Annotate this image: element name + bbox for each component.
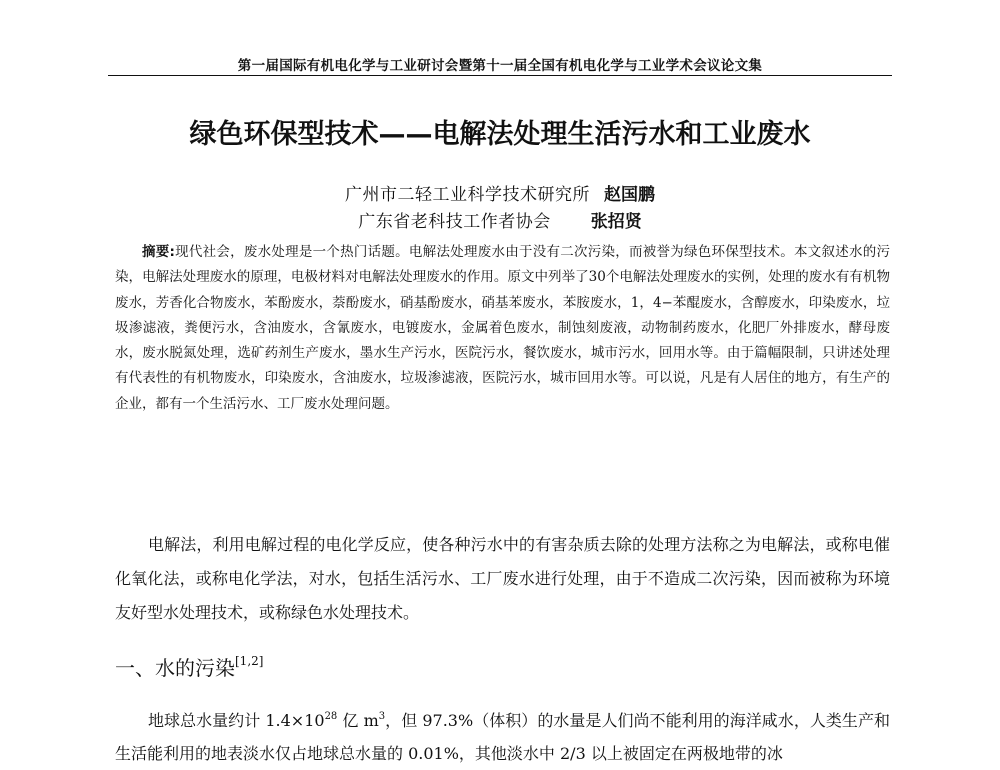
- author-line: [300, 180, 700, 205]
- paragraph-text: 地球总水量约计 1.4×10: [148, 711, 325, 730]
- citation: [1,2]: [235, 654, 264, 668]
- exponent: 3: [378, 711, 386, 722]
- intro-paragraph: 电解法，利用电解过程的电化学反应，使各种污水中的有害杂质去除的处理方法称之为电解法，或称电催化氧化法，或称电化学法，对水，包括生活污水、工厂废水进行处理，由于不造成二次污染，因而被称为环境友好型水处理技术，或称绿色水处理技术。: [115, 535, 890, 622]
- abstract: [115, 240, 890, 417]
- running-header: 第一届国际有机电化学与工业研讨会暨第十一届全国有机电化学与工业学术会议论文集: [237, 58, 763, 74]
- author-line: [300, 207, 700, 232]
- exponent: 28: [324, 711, 338, 722]
- paragraph-text: 亿 m: [337, 711, 379, 730]
- abstract-label: 摘要:: [142, 244, 175, 260]
- author-affiliation: 广州市二轻工业科学技术研究所: [345, 185, 590, 205]
- author-affiliation: 广东省老科技工作者协会: [358, 212, 551, 232]
- abstract-text: 现代社会，废水处理是一个热门话题。电解法处理废水由于没有二次污染，而被誉为绿色环保型技术。本文叙述水的污染，电解法处理废水的原理，电极材料对电解法处理废水的作用。原文中列举了30个电解法处理废水的实例，处理的废水有有机物废水，芳香化合物废水，苯酚废水，萘酚废水，硝基酚废水，硝基苯废水，苯胺废水，1，4−苯醌废水，含醇废水，印染废水，垃圾渗滤液，粪便污水，含油废水，含氰废水，电镀废水，金属着色废水，制蚀刻废液，动物制药废水，化肥厂外排废水，酵母废水，废水脱氮处理，选矿药剂生产废水，墨水生产污水，医院污水，餐饮废水，城市污水，回用水等。由于篇幅限制，只讲述处理有代表性的有机物废水，印染废水，含油废水，垃圾渗滤液，医院污水，城市回用水等。可以说，凡是有人居住的地方，有生产的企业，都有一个生活污水、工厂废水处理问题。: [115, 244, 890, 412]
- section-title: 一、水的污染: [115, 656, 235, 680]
- section-heading: [115, 652, 263, 681]
- author-name: 赵国鹏: [604, 185, 655, 205]
- author-name: 张招贤: [590, 212, 642, 232]
- header-divider: [108, 75, 892, 76]
- paper-title: 绿色环保型技术——电解法处理生活污水和工业废水: [189, 119, 811, 150]
- paragraph-text: ，但 97.3%（体积）的水量是人们尚不能利用的海洋咸水，人类生产和生活能利用的地表淡水仅占地球总水量的 0.01%，其他淡水中 2/3 以上被固定在两极地带的冰: [115, 711, 890, 763]
